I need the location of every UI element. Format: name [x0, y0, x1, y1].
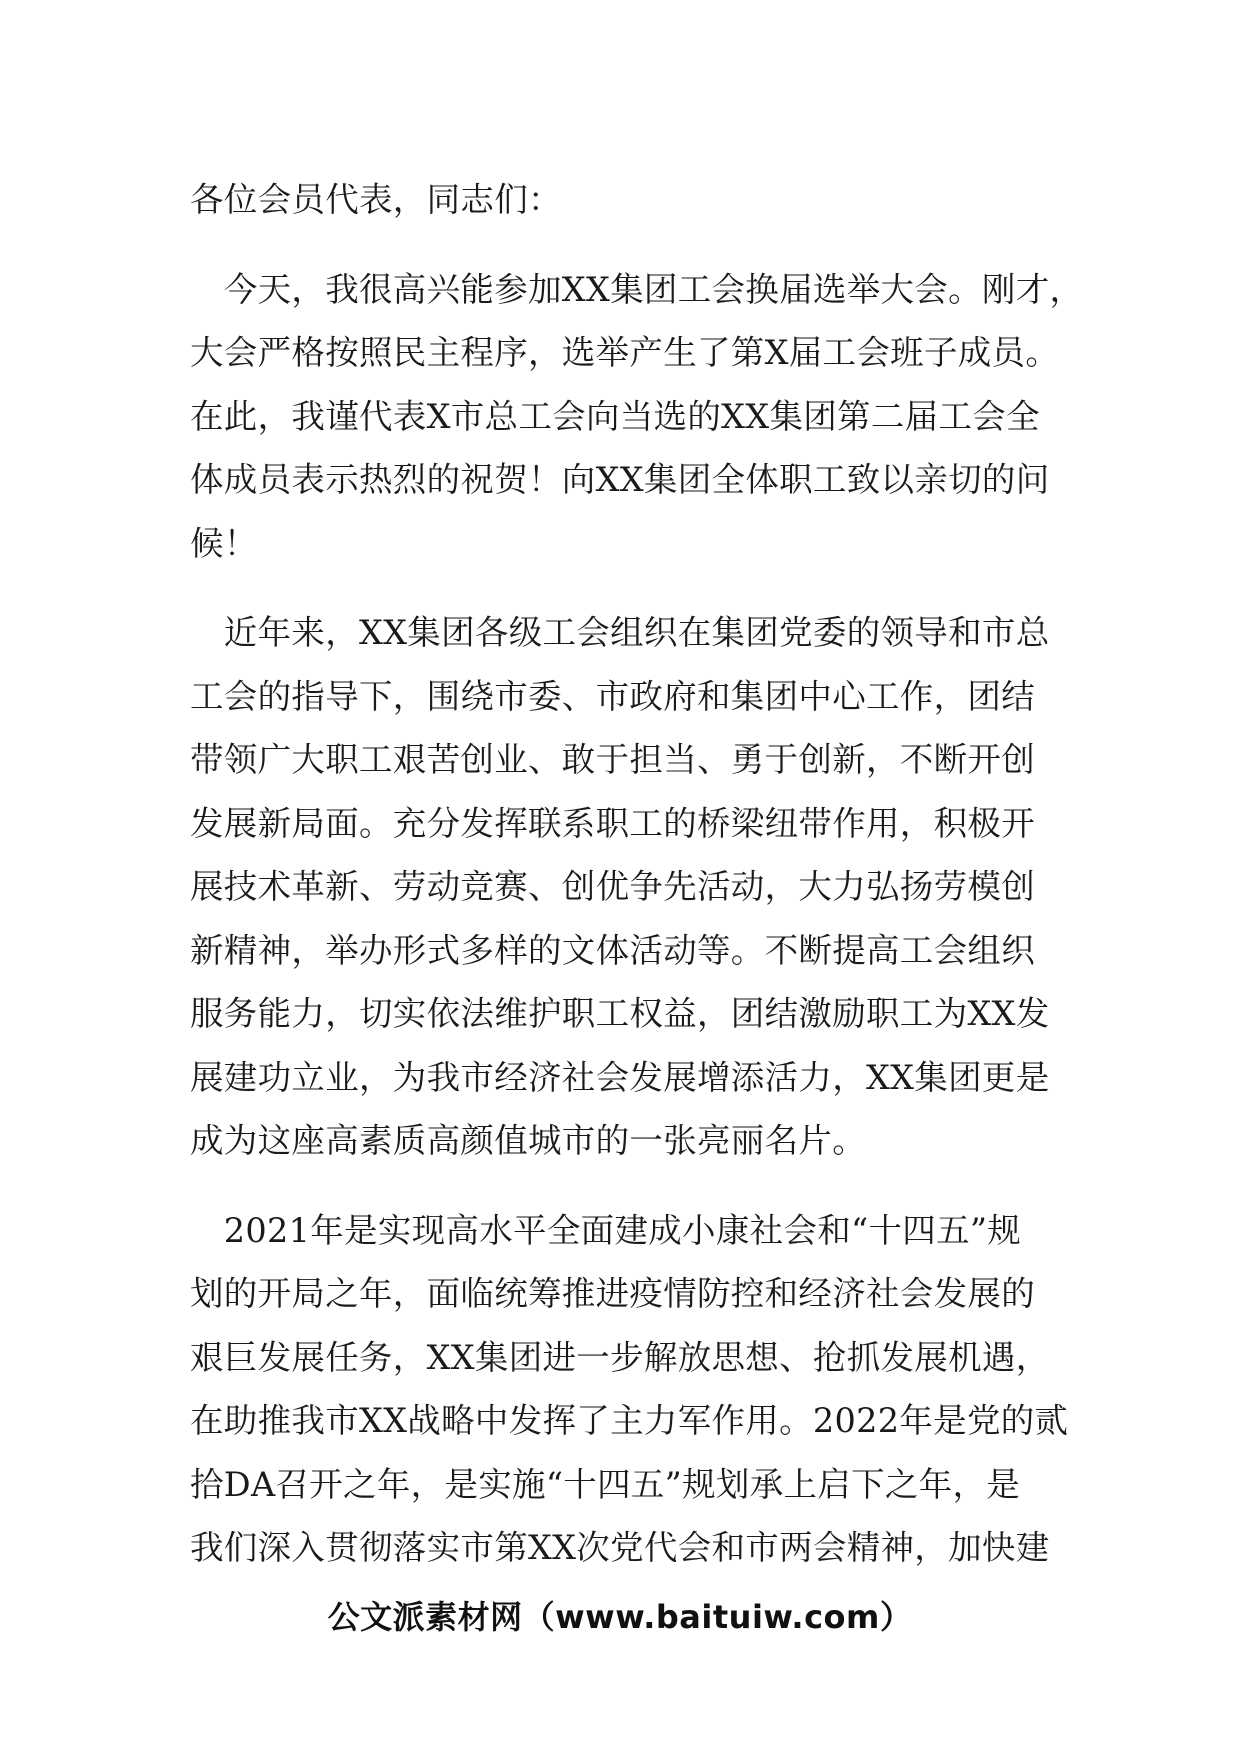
- paragraph-line: 划的开局之年，面临统筹推进疫情防控和经济社会发展的: [190, 1274, 1035, 1313]
- paragraph-line: 体成员表示热烈的祝贺！向XX集团全体职工致以亲切的问: [190, 460, 1050, 499]
- paragraph-line: 近年来，XX集团各级工会组织在集团党委的领导和市总: [190, 613, 1050, 652]
- paragraph-line: 2021年是实现高水平全面建成小康社会和“十四五”规: [190, 1210, 1022, 1250]
- paragraph-line: 拾DA召开之年，是实施“十四五”规划承上启下之年，是: [190, 1464, 1021, 1504]
- paragraph-line: 发展新局面。充分发挥联系职工的桥梁纽带作用，积极开: [190, 803, 1035, 843]
- paragraph-line: 大会严格按照民主程序，选举产生了第X届工会班子成员。: [190, 333, 1060, 372]
- paragraph-line: 候！: [190, 523, 258, 563]
- paragraph-line: 展建功立业，为我市经济社会发展增添活力，XX集团更是: [190, 1057, 1050, 1097]
- paragraph-gap: [190, 232, 1070, 258]
- paragraph-1: [190, 258, 1084, 576]
- paragraph-line: 成为这座高素质高颜值城市的一张亮丽名片。: [190, 1121, 866, 1160]
- footer-watermark: 公文派素材网（www.baituiw.com）: [327, 1598, 913, 1636]
- paragraph-line: 在此，我谨代表X市总工会向当选的XX集团第二届工会全: [190, 396, 1040, 436]
- paragraph-line: 工会的指导下，围绕市委、市政府和集团中心工作，团结: [190, 676, 1035, 716]
- document-body: [190, 168, 1084, 1580]
- paragraph-2: [190, 601, 1070, 1173]
- paragraph-gap: [190, 1173, 1070, 1199]
- paragraph-line: 在助推我市XX战略中发挥了主力军作用。2022年是党的贰: [190, 1401, 1069, 1440]
- paragraph-line: 服务能力，切实依法维护职工权益，团结激励职工为XX发: [190, 994, 1050, 1033]
- paragraph-3: [190, 1199, 1070, 1580]
- paragraph-line: 艰巨发展任务，XX集团进一步解放思想、抢抓发展机遇，: [190, 1337, 1050, 1377]
- paragraph-line: 我们深入贯彻落实市第XX次党代会和市两会精神，加快建: [190, 1528, 1050, 1567]
- paragraph-line: 今天，我很高兴能参加XX集团工会换届选举大会。刚才，: [190, 269, 1084, 309]
- salutation: 各位会员代表，同志们：: [190, 180, 562, 219]
- paragraph-line: 新精神，举办形式多样的文体活动等。不断提高工会组织: [190, 930, 1035, 970]
- paragraph-line: 展技术革新、劳动竞赛、创优争先活动，大力弘扬劳模创: [190, 867, 1035, 906]
- paragraph-line: 带领广大职工艰苦创业、敢于担当、勇于创新，不断开创: [190, 740, 1035, 779]
- paragraph-gap: [190, 575, 1070, 601]
